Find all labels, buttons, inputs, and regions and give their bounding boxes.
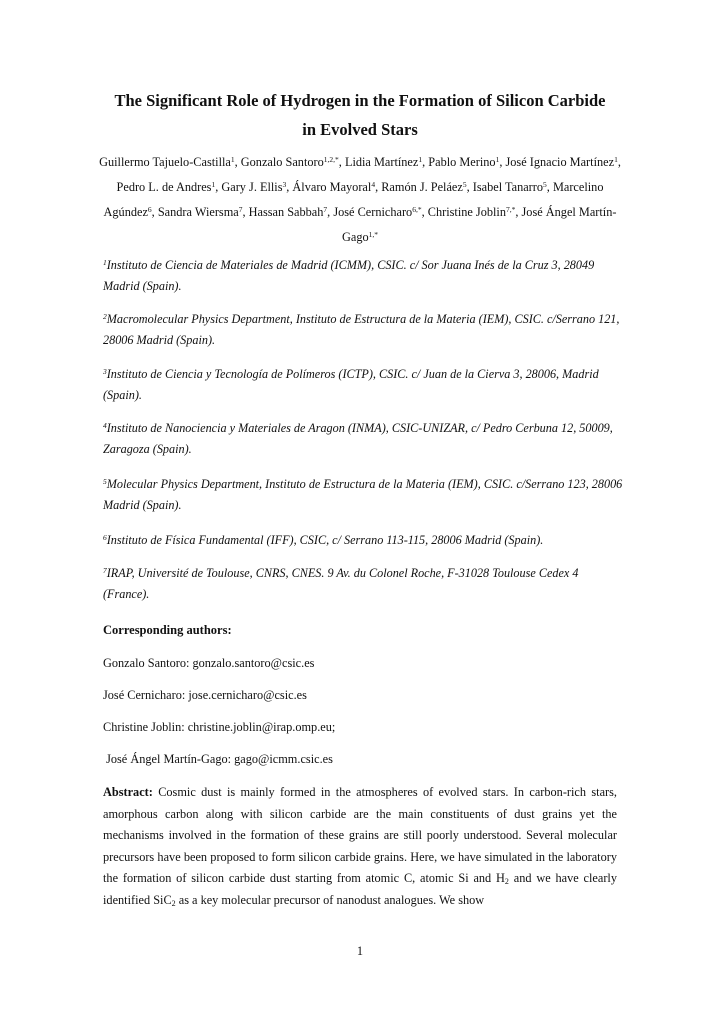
author-affiliation-marker: 7,* <box>505 205 516 214</box>
corresponding-author-1: Gonzalo Santoro: gonzalo.santoro@csic.es <box>103 656 315 670</box>
author-affiliation-marker: 7 <box>238 205 243 214</box>
corresponding-heading: Corresponding authors: <box>103 623 232 637</box>
corresponding-author-2: José Cernicharo: jose.cernicharo@csic.es <box>103 688 307 702</box>
author-affiliation-marker: 5 <box>462 180 467 189</box>
affiliation-text: IRAP, Université de Toulouse, CNRS, CNES. 9 Av. du Colonel Roche, F-31028 Toulouse Cedex 4 (France). <box>103 566 579 601</box>
affiliation-text: Macromolecular Physics Department, Instituto de Estructura de la Materia (IEM), CSIC. c/Serrano 121, 28006 Madrid (Spain). <box>103 312 620 347</box>
affiliation-6 <box>103 530 623 551</box>
affiliation-3 <box>103 364 623 406</box>
title-line-2: in Evolved Stars <box>302 120 418 139</box>
subscript: 2 <box>504 877 509 887</box>
corresponding-author-4: José Ángel Martín-Gago: gago@icmm.csic.es <box>103 752 333 766</box>
author-affiliation-marker: 6 <box>147 205 152 214</box>
author-affiliation-marker: 1 <box>418 155 423 164</box>
author-affiliation-marker: 1 <box>495 155 500 164</box>
subscript: 2 <box>171 898 176 908</box>
affiliation-number: 4 <box>103 421 107 430</box>
affiliation-text: Molecular Physics Department, Instituto de Estructura de la Materia (IEM), CSIC. c/Serrano 123, 28006 Madrid (Spain). <box>103 477 623 512</box>
author-affiliation-marker: 5 <box>543 180 547 189</box>
paper-title <box>60 86 660 144</box>
author-name: Christine Joblin <box>427 205 506 219</box>
affiliation-text: Instituto de Nanociencia y Materiales de Aragon (INMA), CSIC-UNIZAR, c/ Pedro Cerbuna 12, 50009, Zaragoza (Spain). <box>103 421 613 456</box>
title-line-1: The Significant Role of Hydrogen in the Formation of Silicon Carbide <box>114 91 606 110</box>
author-name: José Cernicharo <box>333 205 413 219</box>
author-affiliation-marker: 1 <box>614 155 618 164</box>
author-name: Lidia Martínez <box>344 155 419 169</box>
affiliation-4 <box>103 418 623 460</box>
author-affiliation-marker: 6,* <box>412 205 422 214</box>
affiliation-number: 2 <box>103 312 107 321</box>
author-name: Sandra Wiersma <box>157 205 239 219</box>
author-list: Guillermo Tajuelo-Castilla$^1$, Gonzalo Santoro$^{1,2,*}$, Lidia Martínez$^1$, Pablo Merino$^1$, José Ignacio Martínez$^1$, Pedro L. de Andres$^1$, Gary J. Ellis$^3$, Álvaro Mayoral$^4$, Ramón J. Peláez$^5$, Isabel Tanarro$^5$, Marcelino Agúndez$^6$, Sandra Wiersma$^7$, Hassan Sabbah$^7$, José Cernicharo$^{6,*}$, Christine Joblin$^{7,*}$, José Ángel Martín-Gago$^{1,*}$ <box>99 155 621 244</box>
author-affiliation-marker: 1 <box>230 155 235 164</box>
author-affiliation-marker: 1,* <box>368 230 378 239</box>
affiliation-number: 1 <box>103 258 107 267</box>
author-name: José Ignacio Martínez <box>505 155 615 169</box>
author-affiliation-marker: 4 <box>371 180 376 189</box>
affiliation-text: Instituto de Ciencia y Tecnología de Polímeros (ICTP), CSIC. c/ Juan de la Cierva 3, 28006, Madrid (Spain). <box>103 367 599 402</box>
author-affiliation-marker: 1 <box>211 180 216 189</box>
author-name: José Ángel Martín-Gago <box>341 205 617 244</box>
author-name: Marcelino Agúndez <box>103 180 604 219</box>
affiliation-2 <box>103 309 623 351</box>
page-number: 1 <box>356 944 364 958</box>
affiliation-number: 7 <box>103 566 107 575</box>
author-name: Ramón J. Peláez <box>381 180 463 194</box>
corresponding-author-3: Christine Joblin: christine.joblin@irap.omp.eu; <box>103 720 336 734</box>
abstract <box>103 782 617 912</box>
author-name: Pablo Merino <box>428 155 496 169</box>
abstract-text-2: and we have clearly identified SiC <box>103 871 617 907</box>
abstract-text-3: as a key molecular precursor of nanodust analogues. We show <box>175 892 485 907</box>
affiliation-5 <box>103 474 623 516</box>
affiliation-text: Instituto de Física Fundamental (IFF), CSIC, c/ Serrano 113-115, 28006 Madrid (Spain). <box>106 533 544 547</box>
author-name: Pedro L. de Andres <box>116 180 212 194</box>
affiliation-7 <box>103 563 623 605</box>
affiliation-1 <box>103 255 623 297</box>
author-name: Gary J. Ellis <box>221 180 283 194</box>
author-name: Álvaro Mayoral <box>292 180 372 194</box>
author-name: Gonzalo Santoro <box>240 155 324 169</box>
affiliation-number: 5 <box>103 477 107 486</box>
author-affiliation-marker: 1,2,* <box>323 155 339 164</box>
affiliation-text: Instituto de Ciencia de Materiales de Madrid (ICMM), CSIC. c/ Sor Juana Inés de la Cruz 3, 28049 Madrid (Spain). <box>103 258 595 293</box>
author-name: Hassan Sabbah <box>248 205 324 219</box>
affiliation-number: 6 <box>103 533 107 542</box>
author-affiliation-marker: 7 <box>323 205 328 214</box>
author-affiliation-marker: 3 <box>282 180 287 189</box>
author-name: Isabel Tanarro <box>472 180 544 194</box>
affiliation-number: 3 <box>103 367 107 376</box>
author-name: Guillermo Tajuelo-Castilla <box>99 155 231 169</box>
abstract-label: Abstract: <box>103 785 153 799</box>
abstract-text-1: Cosmic dust is mainly formed in the atmospheres of evolved stars. In carbon-rich stars, amorphous carbon along with silicon carbide are the main constituents of dust grains yet the mechanisms involved in the formation of these grains are still poorly understood. Several molecular precursors have been proposed to form silicon carbide grains. Here, we have simulated in the laboratory the formation of silicon carbide dust starting from atomic C, atomic Si and H <box>103 785 617 886</box>
